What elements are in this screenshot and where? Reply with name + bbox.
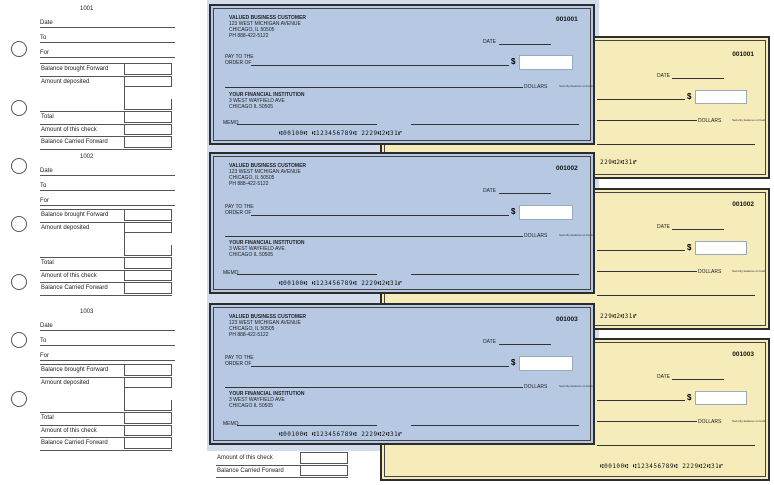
memo-line[interactable] <box>237 274 377 275</box>
stub-for-field[interactable]: For <box>40 46 175 58</box>
dollar-sign: $ <box>511 57 516 66</box>
security-seal-icon: Security features on back <box>732 118 766 122</box>
micr-line: ⑆00100⑆ ⑆123456789⑆ 2229⑆2⑆31⑈ <box>279 431 403 438</box>
stub-for-field[interactable]: For <box>40 194 175 206</box>
amount-box[interactable] <box>519 356 573 371</box>
bank-name: YOUR FINANCIAL INSTITUTION <box>229 240 305 246</box>
check-number: 001003 <box>732 351 754 358</box>
date-label: DATE <box>657 73 670 79</box>
binder-hole-icon <box>11 216 27 232</box>
written-amount-line[interactable] <box>597 421 697 422</box>
stub-date-field[interactable]: Date <box>40 319 175 331</box>
written-amount-line[interactable] <box>597 271 697 272</box>
date-line[interactable] <box>499 344 551 345</box>
stub-amount-check-row[interactable]: Amount of this check <box>40 125 172 138</box>
stub-amount-check-row[interactable]: Amount of this check <box>40 271 172 284</box>
stub-ledger <box>40 63 172 150</box>
binder-hole-icon <box>11 391 27 407</box>
stub-to-field[interactable]: To <box>40 179 175 191</box>
dollars-label: DOLLARS <box>698 269 722 275</box>
security-seal-icon: Security features on back <box>559 84 593 88</box>
check-number: 001001 <box>556 16 578 23</box>
stub-amount-check-row[interactable]: Amount of this check <box>216 453 348 466</box>
customer-phone: PH 888-422-5122 <box>229 181 269 187</box>
stub-number: 1001 <box>80 6 94 12</box>
stub-amount-deposited-row[interactable]: Amount deposited <box>40 223 172 235</box>
binder-hole-icon <box>11 274 27 290</box>
stub-balance-carried-row[interactable]: Balance Carried Forward <box>40 137 172 150</box>
customer-phone: PH 888-422-5122 <box>229 332 269 338</box>
stub-number: 1002 <box>80 154 94 160</box>
memo-label: MEMO <box>223 421 239 427</box>
date-label: DATE <box>483 188 496 194</box>
stub-amount-check-row[interactable]: Amount of this check <box>40 426 172 439</box>
stub-balance-forward-row[interactable]: Balance brought Forward <box>40 64 172 77</box>
stub-balance-carried-row[interactable]: Balance Carried Forward <box>216 466 348 479</box>
bank-address: 3 WEST WAYFIELD AVE <box>229 98 285 104</box>
payee-line[interactable] <box>251 65 509 66</box>
date-line[interactable] <box>672 379 724 380</box>
dollar-sign: $ <box>511 207 516 216</box>
security-seal-icon: Security features on back <box>732 269 766 273</box>
dollars-label: DOLLARS <box>698 118 722 124</box>
payee-line[interactable] <box>597 99 685 100</box>
signature-line[interactable] <box>411 274 579 275</box>
blue-check[interactable] <box>209 152 595 294</box>
micr-line: 229⑆2⑆31⑈ <box>600 313 637 320</box>
dollar-sign: $ <box>687 92 692 101</box>
customer-name: VALUED BUSINESS CUSTOMER <box>229 15 307 21</box>
date-line[interactable] <box>672 229 724 230</box>
date-label: DATE <box>483 39 496 45</box>
security-seal-icon: Security features on back <box>559 233 593 237</box>
customer-city: CHICAGO, IL 50505 <box>229 175 275 181</box>
check-stub-fragment <box>216 453 350 479</box>
order-of-label: ORDER OF <box>225 361 252 367</box>
written-amount-line[interactable] <box>225 387 523 388</box>
security-seal-icon: Security features on back <box>732 419 766 423</box>
stub-ledger <box>40 364 172 451</box>
check-stub <box>40 309 176 449</box>
signature-line[interactable] <box>597 295 755 296</box>
payee-line[interactable] <box>597 400 685 401</box>
signature-line[interactable] <box>597 144 755 145</box>
written-amount-line[interactable] <box>597 120 697 121</box>
bank-name: YOUR FINANCIAL INSTITUTION <box>229 92 305 98</box>
stub-total-row[interactable]: Total <box>40 112 172 125</box>
stub-ledger <box>40 209 172 296</box>
bank-city: CHICAGO IL 50505 <box>229 403 274 409</box>
date-label: DATE <box>657 224 670 230</box>
customer-city: CHICAGO, IL 50505 <box>229 27 275 33</box>
stub-to-field[interactable]: To <box>40 334 175 346</box>
stub-for-field[interactable]: For <box>40 349 175 361</box>
check-number: 001003 <box>556 316 578 323</box>
amount-box[interactable] <box>695 241 747 255</box>
dollars-label: DOLLARS <box>524 384 548 390</box>
stub-total-row[interactable]: Total <box>40 413 172 426</box>
micr-line: ⑆00100⑆ ⑆123456789⑆ 2229⑆2⑆31⑈ <box>600 463 724 470</box>
memo-label: MEMO <box>223 120 239 126</box>
stub-number: 1003 <box>80 309 94 315</box>
payee-line[interactable] <box>597 250 685 251</box>
stub-amount-deposited-row[interactable]: Amount deposited <box>40 77 172 89</box>
stub-amount-deposited-row[interactable]: Amount deposited <box>40 378 172 390</box>
micr-line: ⑆00100⑆ ⑆123456789⑆ 2229⑆2⑆31⑈ <box>279 130 403 137</box>
bank-address: 3 WEST WAYFIELD AVE <box>229 397 285 403</box>
date-line[interactable] <box>499 193 551 194</box>
pay-to-label: PAY TO THE <box>225 204 254 210</box>
amount-box[interactable] <box>519 205 573 220</box>
customer-phone: PH 888-422-5122 <box>229 33 269 39</box>
check-number: 001001 <box>732 51 754 58</box>
pay-to-label: PAY TO THE <box>225 54 254 60</box>
binder-hole-icon <box>11 332 27 348</box>
signature-line[interactable] <box>597 445 755 446</box>
dollars-label: DOLLARS <box>524 233 548 239</box>
stub-date-field[interactable]: Date <box>40 164 175 176</box>
written-amount-line[interactable] <box>225 236 523 237</box>
check-stub <box>40 154 176 294</box>
micr-line: ⑆00100⑆ ⑆123456789⑆ 2229⑆2⑆31⑈ <box>279 280 403 287</box>
binder-hole-icon <box>11 100 27 116</box>
signature-line[interactable] <box>411 425 579 426</box>
blue-check[interactable] <box>209 303 595 445</box>
bank-city: CHICAGO IL 50505 <box>229 104 274 110</box>
customer-address: 123 WEST MICHIGAN AVENUE <box>229 169 301 175</box>
stub-balance-forward-row[interactable]: Balance brought Forward <box>40 210 172 223</box>
stub-balance-carried-row[interactable]: Balance Carried Forward <box>40 438 172 451</box>
dollar-sign: $ <box>687 243 692 252</box>
memo-line[interactable] <box>237 124 377 125</box>
stub-total-row[interactable]: Total <box>40 258 172 271</box>
stub-balance-forward-row[interactable]: Balance brought Forward <box>40 365 172 378</box>
dollars-label: DOLLARS <box>698 419 722 425</box>
pay-to-label: PAY TO THE <box>225 355 254 361</box>
bank-city: CHICAGO IL 50505 <box>229 252 274 258</box>
memo-label: MEMO <box>223 270 239 276</box>
payee-line[interactable] <box>251 215 509 216</box>
amount-box[interactable] <box>695 391 747 405</box>
check-number: 001002 <box>556 165 578 172</box>
date-label: DATE <box>483 339 496 345</box>
customer-address: 123 WEST MICHIGAN AVENUE <box>229 320 301 326</box>
stub-balance-carried-row[interactable]: Balance Carried Forward <box>40 283 172 296</box>
binder-hole-icon <box>11 41 27 57</box>
blue-check[interactable] <box>209 4 595 145</box>
amount-box[interactable] <box>519 55 573 70</box>
order-of-label: ORDER OF <box>225 60 252 66</box>
customer-name: VALUED BUSINESS CUSTOMER <box>229 314 307 320</box>
customer-city: CHICAGO, IL 50505 <box>229 326 275 332</box>
stub-date-field[interactable]: Date <box>40 16 175 28</box>
date-label: DATE <box>657 374 670 380</box>
memo-line[interactable] <box>237 425 377 426</box>
check-stub <box>40 6 176 146</box>
bank-address: 3 WEST WAYFIELD AVE <box>229 246 285 252</box>
amount-box[interactable] <box>695 90 747 104</box>
dollar-sign: $ <box>511 358 516 367</box>
date-line[interactable] <box>499 44 551 45</box>
dollars-label: DOLLARS <box>524 84 548 90</box>
stub-to-field[interactable]: To <box>40 31 175 43</box>
dollar-sign: $ <box>687 393 692 402</box>
bank-name: YOUR FINANCIAL INSTITUTION <box>229 391 305 397</box>
payee-line[interactable] <box>251 366 509 367</box>
customer-address: 123 WEST MICHIGAN AVENUE <box>229 21 301 27</box>
check-number: 001002 <box>732 201 754 208</box>
customer-name: VALUED BUSINESS CUSTOMER <box>229 163 307 169</box>
date-line[interactable] <box>672 78 724 79</box>
signature-line[interactable] <box>411 124 579 125</box>
written-amount-line[interactable] <box>225 87 523 88</box>
order-of-label: ORDER OF <box>225 210 252 216</box>
micr-line: 229⑆2⑆31⑈ <box>600 159 637 166</box>
security-seal-icon: Security features on back <box>559 384 593 388</box>
binder-hole-icon <box>11 158 27 174</box>
